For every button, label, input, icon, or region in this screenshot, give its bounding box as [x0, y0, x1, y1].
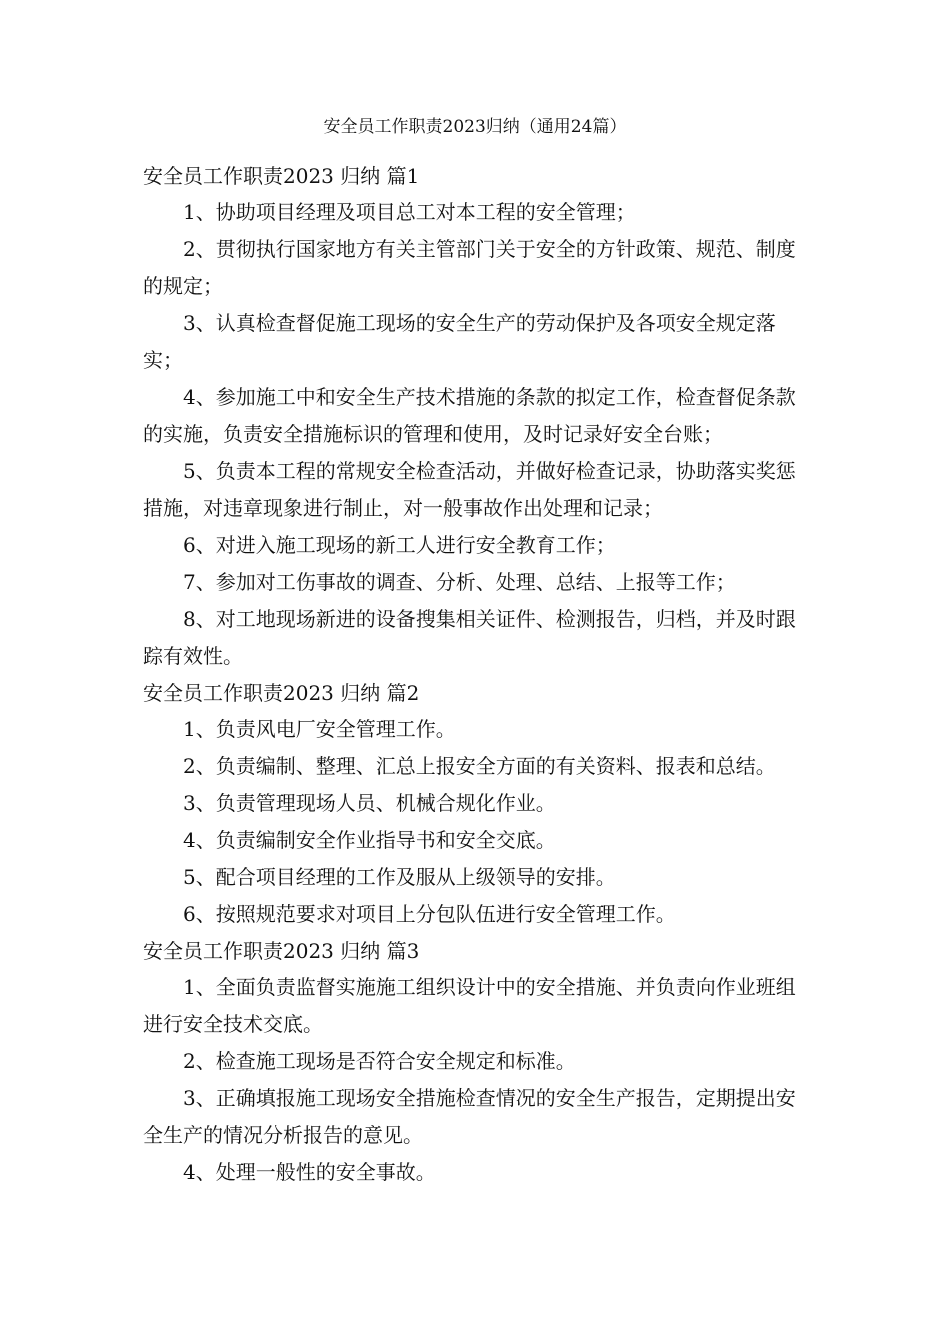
document-title: 安全员工作职责2023归纳（通用24篇） — [323, 117, 627, 137]
list-item: 8、对工地现场新进的设备搜集相关证件、检测报告，归档，并及时跟踪有效性。 — [143, 607, 796, 668]
list-item: 3、正确填报施工现场安全措施检查情况的安全生产报告，定期提出安全生产的情况分析报告的意见。 — [143, 1086, 796, 1147]
list-item: 5、配合项目经理的工作及服从上级领导的安排。 — [183, 865, 616, 889]
section-heading: 安全员工作职责2023 归纳 篇2 — [143, 681, 420, 705]
list-item: 4、处理一般性的安全事故。 — [183, 1160, 436, 1184]
list-item: 2、检查施工现场是否符合安全规定和标准。 — [183, 1049, 576, 1073]
list-item: 7、参加对工伤事故的调查、分析、处理、总结、上报等工作； — [183, 570, 736, 594]
list-item: 1、协助项目经理及项目总工对本工程的安全管理； — [183, 200, 636, 224]
list-item: 4、参加施工中和安全生产技术措施的条款的拟定工作，检查督促条款的实施，负责安全措施标识的管理和使用，及时记录好安全台账； — [143, 385, 796, 446]
list-item: 5、负责本工程的常规安全检查活动，并做好检查记录，协助落实奖惩措施，对违章现象进行制止，对一般事故作出处理和记录； — [143, 459, 796, 520]
document-body — [143, 158, 813, 1191]
list-item: 1、全面负责监督实施施工组织设计中的安全措施、并负责向作业班组进行安全技术交底。 — [143, 975, 796, 1036]
section-heading: 安全员工作职责2023 归纳 篇1 — [143, 164, 420, 188]
list-item: 1、负责风电厂安全管理工作。 — [183, 717, 456, 741]
list-item: 6、按照规范要求对项目上分包队伍进行安全管理工作。 — [183, 902, 676, 926]
section-heading: 安全员工作职责2023 归纳 篇3 — [143, 939, 420, 963]
list-item: 6、对进入施工现场的新工人进行安全教育工作； — [183, 533, 616, 557]
section-2 — [143, 675, 813, 933]
list-item: 3、负责管理现场人员、机械合规化作业。 — [183, 791, 556, 815]
section-3 — [143, 933, 813, 1191]
list-item: 2、贯彻执行国家地方有关主管部门关于安全的方针政策、规范、制度的规定； — [143, 237, 796, 298]
list-item: 3、认真检查督促施工现场的安全生产的劳动保护及各项安全规定落实； — [143, 311, 776, 372]
list-item: 4、负责编制安全作业指导书和安全交底。 — [183, 828, 556, 852]
list-item: 2、负责编制、整理、汇总上报安全方面的有关资料、报表和总结。 — [183, 754, 776, 778]
section-1 — [143, 158, 813, 675]
